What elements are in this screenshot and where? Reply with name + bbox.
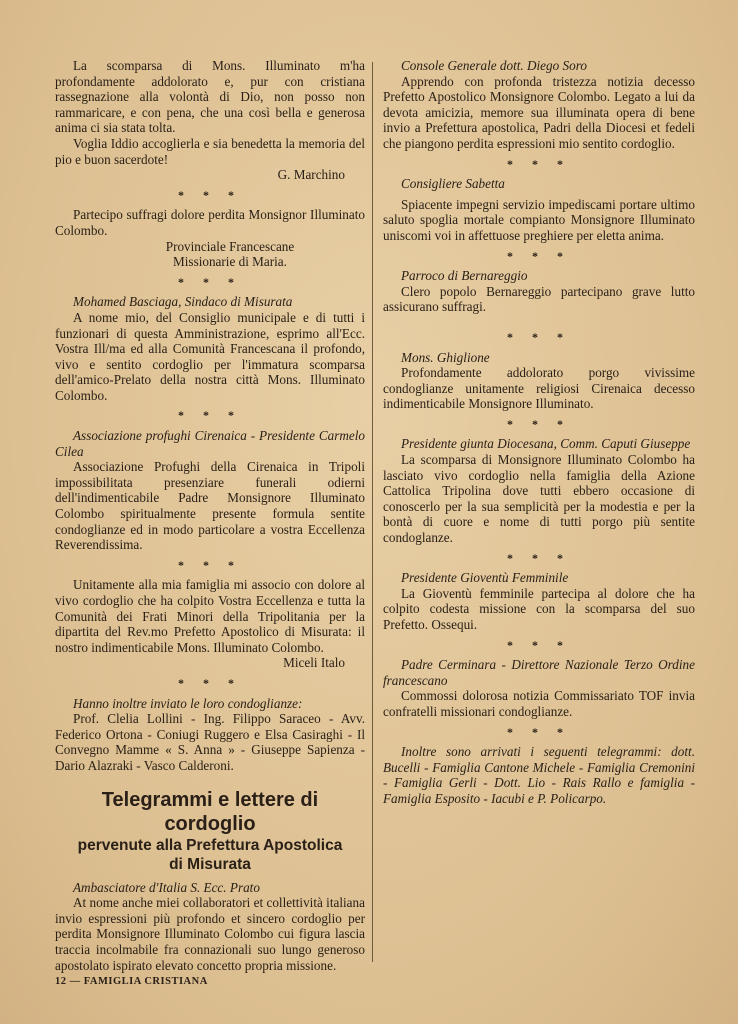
sender-heading: Mons. Ghiglione (401, 349, 490, 365)
separator-stars: * * * (178, 408, 242, 423)
letter-paragraph: Associazione Profughi della Cirenaica in Tripoli impossibilitata presenziare funerali odierni dell'indimenticabile Padre Monsignore Illuminato Colombo spiritualmente presente formula sentite condoglianze ed in modo particolare a vostra Eccellenza Reverendissima. (55, 459, 365, 553)
letter-paragraph: Commossi dolorosa notizia Commissariato TOF invia confratelli missionari condoglianze. (383, 688, 695, 719)
letter-paragraph: Partecipo suffragi dolore perdita Monsignor Illuminato Colombo. (55, 207, 365, 238)
signature: Miceli Italo (283, 655, 345, 671)
separator-stars: * * * (178, 675, 242, 690)
separator-stars: * * * (178, 187, 242, 202)
separator-stars: * * * (507, 637, 571, 652)
letter-paragraph: Clero popolo Bernareggio partecipano grave lutto assicurano suffragi. (383, 283, 695, 315)
right-column (383, 58, 695, 807)
letter-paragraph: Unitamente alla mia famiglia mi associo con dolore al vivo cordoglio che ha colpito Vostra Eccellenza e tutta la Comunità dei Frati Minori della Tripolitania per la dipartita del Rev.mo Prefetto Apostolico di Misurata: il nostro indimenticabile Mons. Illuminato Colombo. (55, 577, 365, 655)
sender-heading: Presidente Gioventù Femminile (401, 570, 569, 586)
letter-paragraph: Spiacente impegni servizio impediscami portare ultimo saluto spoglia mortale compianto Monsignore Illuminato uniscomi voi in affettuose preghiere per eletta anima. (383, 196, 695, 243)
sender-heading: Padre Cerminara - Direttore Nazionale Terzo Ordine francescano (383, 657, 695, 688)
left-column (55, 58, 365, 973)
sender-heading: Console Generale dott. Diego Soro (401, 58, 587, 73)
sender-heading: Consigliere Sabetta (401, 176, 505, 192)
letter-paragraph: A nome mio, del Consiglio municipale e di tutti i funzionari di questa Amministrazione, esprimo all'Ecc. Vostra Ill/ma ed alla Comunità Francescana il profondo, vivo e sentito cordoglio per l'immatura scomparsa dell'amico-Prelato della nostra città Mons. Illuminato Colombo. (55, 309, 365, 403)
separator-stars: * * * (507, 156, 571, 171)
separator-stars: * * * (507, 329, 571, 344)
signature: Missionarie di Maria. (173, 254, 287, 270)
condolence-list: Prof. Clelia Lollini - Ing. Filippo Saraceo - Avv. Federico Ortona - Coniugi Ruggero e Elsa Casiraghi - Il Convegno Mamme « S. Anna » - Giuseppe Sapienza - Dario Alazraki - Vasco Calderoni. (55, 711, 365, 773)
letter-paragraph: Profondamente addolorato porgo vivissime condoglianze unitamente religiosi Cirenaica decesso indimenticabile Monsignore Illuminato. (383, 365, 695, 412)
separator-stars: * * * (507, 416, 571, 431)
letter-paragraph: Apprendo con profonda tristezza notizia decesso Prefetto Apostolico Monsignore Colombo. Legato a lui da devota amicizia, memore sua illuminata opera di bene invio a Prefettura apostolica, Padri della Diocesi et fedeli che piangono perdita espressioni mio sentito cordoglio. (383, 73, 695, 151)
letter-paragraph: La Gioventù femminile partecipa al dolore che ha colpito codesta missione con la scomparsa del suo Prefetto. Ossequi. (383, 585, 695, 632)
letter-paragraph: At nome anche miei collaboratori et collettività italiana invio espressioni più profondo et sincero cordoglio per perdita Monsignore Illuminato Colombo cui figura lascia traccia incolmabile fra connazionali suo lungo generoso apostolato ispirato elevato concetto propria missione. (55, 895, 365, 973)
headline-title: Telegrammi e lettere di cordoglio (101, 788, 319, 835)
section-headline (55, 788, 365, 874)
letter-paragraph: Voglia Iddio accoglierla e sia benedetta la memoria del pio e buon sacerdote! (55, 135, 365, 167)
letter-paragraph: La scomparsa di Mons. Illuminato m'ha profondamente addolorato e, pur con cristiana rassegnazione alla volontà di Dio, non posso non rammaricare, e con pena, che una così bella e generosa anima ci sia stata tolta. (55, 58, 365, 136)
separator-stars: * * * (507, 248, 571, 263)
column-divider (372, 62, 373, 962)
sender-heading: Mohamed Basciaga, Sindaco di Misurata (73, 294, 293, 310)
signature: Provinciale Francescane (165, 238, 295, 254)
sender-heading: Parroco di Bernareggio (401, 268, 528, 284)
page-footer: 12 — FAMIGLIA CRISTIANA (55, 976, 208, 987)
sender-heading: Associazione profughi Cirenaica - Presidente Carmelo Cilea (55, 428, 365, 459)
sender-heading: Ambasciatore d'Italia S. Ecc. Prato (73, 879, 260, 895)
headline-subtitle: pervenute alla Prefettura Apostolica (77, 836, 343, 854)
sender-heading: Presidente giunta Diocesana, Comm. Caputi Giuseppe (401, 436, 691, 452)
letter-paragraph: La scomparsa di Monsignore Illuminato Colombo ha lasciato vivo cordoglio nella famiglia della Azione Cattolica Tripolina dove tutti ebbero occasione di conoscerlo per la sua semplicità per la modestia e per la bontà di cuore e nome di tutti porgo più sentite condoglanze. (383, 452, 695, 546)
separator-stars: * * * (507, 724, 571, 739)
separator-stars: * * * (178, 274, 242, 289)
separator-stars: * * * (178, 557, 242, 572)
headline-subtitle: di Misurata (169, 855, 251, 873)
sender-heading: Hanno inoltre inviato le loro condoglianze: (73, 695, 303, 711)
signature: G. Marchino (277, 167, 345, 183)
telegram-list: Inoltre sono arrivati i seguenti telegrammi: dott. Bucelli - Famiglia Cantone Michele - Famiglia Cremonini - Famiglia Gerli - Dott. Lio - Rais Rallo e famiglia - Famiglia Esposito - Iacubi e P. Policarpo. (383, 744, 695, 806)
separator-stars: * * * (507, 550, 571, 565)
